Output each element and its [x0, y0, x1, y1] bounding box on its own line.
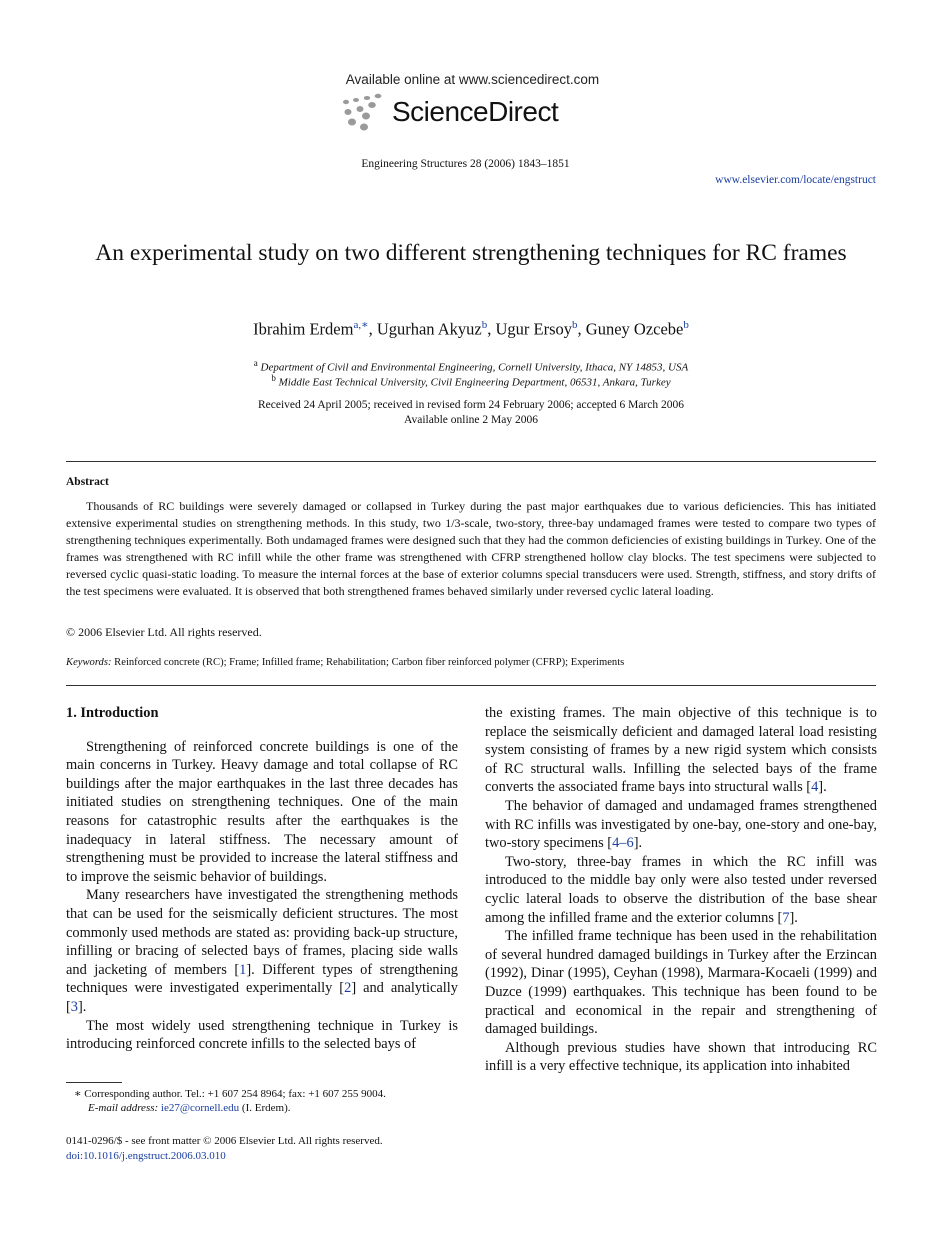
- author-affiliation-mark[interactable]: a,∗: [353, 319, 369, 331]
- doi-link[interactable]: doi:10.1016/j.engstruct.2006.03.010: [66, 1150, 226, 1162]
- author-list: Ibrahim Erdem$^{a,∗}$, Ugurhan Akyuz$^b$, Ugur Ersoy$^b$, Guney Ozcebe$^b$: [253, 319, 689, 339]
- paragraph-text: Two-story, three-bay frames in which the RC infill was introduced to the middle bay only were also tested under reversed cyclic lateral loads to observe the distribution of the base shear among the infilled frame and the exterior columns [: [485, 853, 877, 926]
- author-name: Ugur Ersoy: [495, 319, 573, 339]
- author-affiliation-mark[interactable]: b: [572, 319, 578, 331]
- body-paragraph: [66, 886, 458, 1016]
- paragraph-text: Many researchers have investigated the strengthening methods that can be used for the seismically deficient structures. The most commonly used methods are stated as: providing back-up structure, infilling or bracing of selected bays of frames, placing side walls and jacketing of members [: [66, 887, 458, 978]
- journal-url-link[interactable]: www.elsevier.com/locate/engstruct: [715, 174, 876, 186]
- author-name: Ibrahim Erdem: [253, 319, 354, 339]
- paragraph-text: ].: [78, 998, 87, 1015]
- body-column-right: [485, 704, 877, 1076]
- email-footnote: E-mail address: ie27@cornell.edu (I. Erdem).: [88, 1102, 291, 1114]
- body-paragraph: [66, 1017, 458, 1054]
- author-name: Guney Ozcebe: [585, 319, 684, 339]
- body-paragraph: [485, 927, 877, 1039]
- paragraph-text: ] and analytically [: [66, 980, 458, 1015]
- available-online-text: Available online at www.sciencedirect.com: [345, 72, 600, 87]
- affiliation-a: $^a$ Department of Civil and Environmental Engineering, Cornell University, Ithaca, NY 14853, USA: [253, 358, 689, 374]
- email-link[interactable]: ie27@cornell.edu: [160, 1102, 240, 1114]
- divider: [66, 685, 876, 686]
- abstract-body: Thousands of RC buildings were severely damaged or collapsed in Turkey during the past major earthquakes due to various deficiencies. This has initiated extensive experimental studies on strengthening methods. In this study, two 1/3-scale, two-story, three-bay undamaged frames were tested to compare two types of strengthening techniques experimentally. Both undamaged frames were designed such that they had the common deficiencies of existing buildings in Turkey. One of the frames was strengthened with RC infill while the other frame was strengthened with CFRP strengthened hollow clay blocks. The test specimens were subjected to reversed cyclic quasi-static loading. To measure the internal forces at the base of exterior columns special transducers were used. Strength, stiffness, and story drifts of the test specimens were evaluated. It is observed that both strengthened frames behaved similarly under reversed cyclic lateral loading.: [66, 499, 876, 598]
- author-affiliation-mark[interactable]: b: [683, 319, 689, 331]
- citation-link[interactable]: 7: [782, 909, 790, 926]
- issn-line: 0141-0296/$ - see front matter © 2006 Elsevier Ltd. All rights reserved.: [66, 1135, 383, 1147]
- paragraph-text: The infilled frame technique has been used in the rehabilitation of several hundred damaged buildings in Turkey after the Erzincan (1992), Dinar (1995), Ceyhan (1998), Marmara-Kocaeli (1999) and Duzce (1999) earthquakes. This technique has been found to be practical and economical in the repair and strengthening of damaged buildings.: [485, 928, 877, 1038]
- body-paragraph: [485, 797, 877, 853]
- body-paragraph: [485, 1039, 877, 1076]
- received-dates: Received 24 April 2005; received in revised form 24 February 2006; accepted 6 March 2006: [257, 399, 684, 411]
- abstract-copyright: © 2006 Elsevier Ltd. All rights reserved.: [66, 625, 262, 639]
- paragraph-text: The behavior of damaged and undamaged frames strengthened with RC infills was investigated by one-bay, one-story and one-bay, two-story specimens [: [485, 797, 877, 852]
- divider: [66, 461, 876, 462]
- section-heading: 1. Introduction: [66, 705, 159, 721]
- affiliation-b: $^b$ Middle East Technical University, Civil Engineering Department, 06531, Ankara, Turkey: [271, 373, 671, 389]
- article-title: An experimental study on two different strengthening techniques for RC frames: [95, 240, 847, 266]
- paragraph-text: Strengthening of reinforced concrete buildings is one of the main concerns in Turkey. Heavy damage and total collapse of RC buildings after the major earthquakes in the last three decades has initiated studies on strengthening techniques. One of the main reasons for catastrophic results after the earthquakes is the inadequacy in lateral stiffness. The necessary amount of strengthening must be provided to increase the lateral stiffness and to improve the seismic behavior of buildings.: [66, 738, 458, 885]
- corresponding-author-footnote: ∗ Corresponding author. Tel.: +1 607 254 8964; fax: +1 607 255 9004.: [74, 1088, 386, 1100]
- paragraph-text: ].: [818, 779, 827, 796]
- paragraph-text: the existing frames. The main objective of this technique is to replace the seismically deficient and damaged lateral load resisting system consisting of frames by a new rigid system which consists of RC structural walls. Infilling the selected bays of the frame converts the associated frame bays into structural walls [: [485, 705, 877, 796]
- author-name: Ugurhan Akyuz: [376, 319, 482, 339]
- citation-link[interactable]: 4–6: [612, 835, 634, 852]
- paragraph-text: ].: [633, 835, 643, 852]
- available-online-date: Available online 2 May 2006: [404, 414, 538, 426]
- sciencedirect-logo-text: ScienceDirect: [392, 96, 559, 127]
- journal-citation: Engineering Structures 28 (2006) 1843–1851: [361, 158, 570, 170]
- body-paragraph: [66, 738, 458, 887]
- body-paragraph: [485, 853, 877, 927]
- abstract-heading: Abstract: [66, 476, 109, 488]
- citation-link[interactable]: 4: [811, 779, 819, 796]
- paragraph-text: Although previous studies have shown that introducing RC infill is a very effective technique, its application into inhabited: [485, 1039, 877, 1075]
- paragraph-text: ]. Different types of strengthening techniques were investigated experimentally [: [66, 961, 458, 997]
- body-column-left: [66, 704, 458, 1054]
- keywords: Keywords: Reinforced concrete (RC); Frame; Infilled frame; Rehabilitation; Carbon fiber reinforced polymer (CFRP); Experiments: [66, 657, 625, 668]
- citation-link[interactable]: 3: [70, 998, 78, 1015]
- footnote-divider: [66, 1082, 122, 1083]
- paragraph-text: ].: [789, 909, 798, 926]
- paragraph-text: The most widely used strengthening technique in Turkey is introducing reinforced concrete infills to the selected bays of: [66, 1017, 458, 1053]
- body-paragraph: [485, 704, 877, 797]
- author-affiliation-mark[interactable]: b: [481, 319, 488, 331]
- citation-link[interactable]: 2: [344, 980, 352, 997]
- citation-link[interactable]: 1: [239, 961, 247, 978]
